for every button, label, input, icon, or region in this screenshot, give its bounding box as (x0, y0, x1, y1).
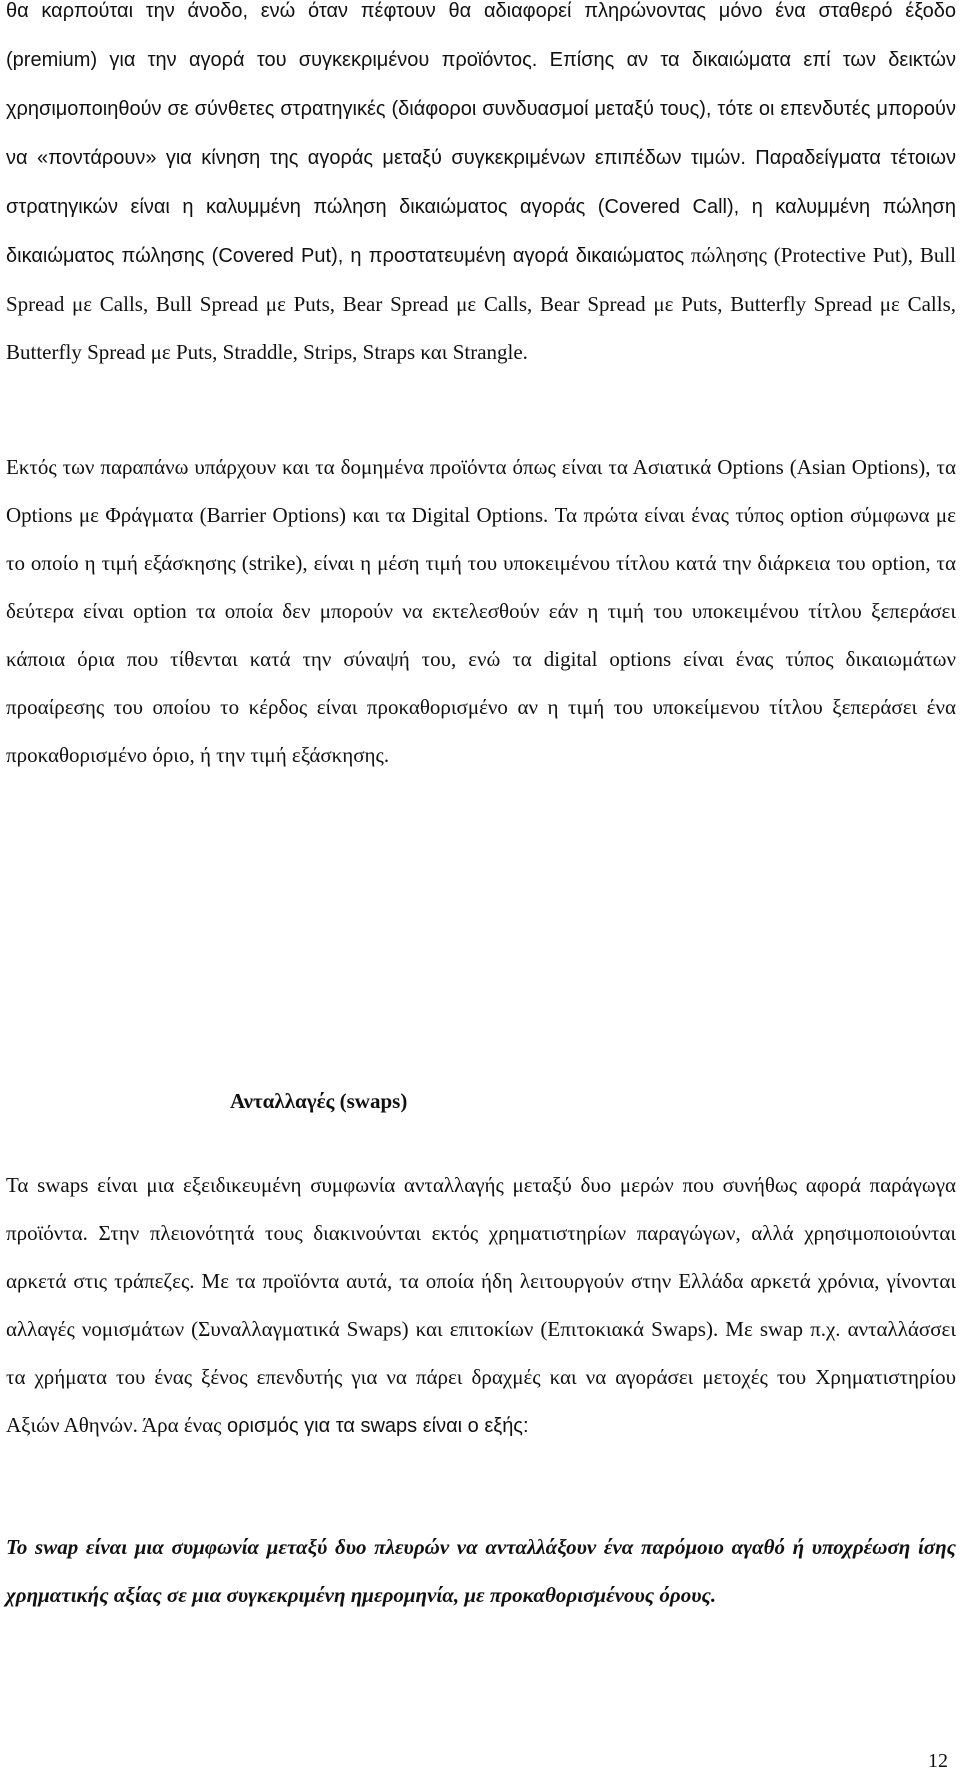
paragraph-swaps (6, 1161, 956, 1450)
paragraph-swaps-sans-text: ορισμός για τα swaps είναι ο εξής: (221, 1415, 529, 1437)
page-number: 12 (928, 1750, 948, 1772)
section-heading-swaps: Ανταλλαγές (swaps) (230, 1089, 408, 1113)
paragraph-strategies-sans-text: θα καρπούται την άνοδο, ενώ όταν πέφτουν θα αδιαφορεί πληρώνοντας μόνο ένα σταθερό έξοδο (premium) για την αγορά του συγκεκριμένου προϊόντος. Επίσης αν τα δικαιώματα επί των δεικτών χρησιμοποιηθούν σε σύνθετες στρατηγικές (διάφοροι συνδυασμοί μεταξύ τους), τότε οι επενδυτές μπορούν να «ποντάρουν» για κίνηση της αγοράς μεταξύ συγκεκριμένων επιπέδων τιμών. Παραδείγματα τέτοιων στρατηγικών είναι η καλυμμένη πώληση δικαιώματος αγοράς (Covered Call), η καλυμμένη πώληση δικαιώματος πώλησης (Covered Put), η προστατευμένη αγορά δικαιώματος (6, 0, 956, 267)
swap-definition: Το swap είναι μια συμφωνία μεταξύ δυο πλευρών να ανταλλάξουν ένα παρόμοιο αγαθό ή υποχρέωση ίσης χρηματικής αξίας σε μια συγκεκριμένη ημερομηνία, με προκαθορισμένους όρους. (6, 1535, 956, 1607)
paragraph-swaps-serif-text: Τα swaps είναι μια εξειδικευμένη συμφωνία ανταλλαγής μεταξύ δυο μερών που συνήθως αφορά παράγωγα προϊόντα. Στην πλειονότητά τους διακινούνται εκτός χρηματιστηρίων παραγώγων, αλλά χρησιμοποιούνται αρκετά στις τράπεζες. Με τα προϊόντα αυτά, τα οποία ήδη λειτουργούν στην Ελλάδα αρκετά χρόνια, γίνονται αλλαγές νομισμάτων (Συναλλαγματικά Swaps) και επιτοκίων (Επιτοκιακά Swaps). Με swap π.χ. ανταλλάσσει τα χρήματα του ένας ξένος επενδυτής για να πάρει δραχμές και να αγοράσει μετοχές του Χρηματιστηρίου Αξιών Αθηνών. Άρα ένας (6, 1173, 956, 1437)
paragraph-strategies-serif-text: πώλησης (Protective Put), Bull Spread με Calls, Bull Spread με Puts, Bear Spread με Calls, Bear Spread με Puts, Butterfly Spread με Calls, Butterfly Spread με Puts, Straddle, Strips, Straps και Strangle. (6, 243, 956, 364)
paragraph-structured-products: Εκτός των παραπάνω υπάρχουν και τα δομημένα προϊόντα όπως είναι τα Ασιατικά Options (Asian Options), τα Options με Φράγματα (Barrier Options) και τα Digital Options. Τα πρώτα είναι ένας τύπος option σύμφωνα με το οποίο η τιμή εξάσκησης (strike), είναι η μέση τιμή του υποκειμένου τίτλου κατά την διάρκεια του option, τα δεύτερα είναι option τα οποία δεν μπορούν να εκτελεσθούν εάν η τιμή του υποκειμένου τίτλου ξεπεράσει κάποια όρια που τίθενται κατά την σύναψή του, ενώ τα digital options είναι ένας τύπος δικαιωμάτων προαίρεσης του οποίου το κέρδος είναι προκαθορισμένο αν η τιμή του υποκείμενου τίτλου ξεπεράσει ένα προκαθορισμένο όριο, ή την τιμή εξάσκησης. (6, 455, 956, 767)
paragraph-strategies (6, 0, 956, 376)
